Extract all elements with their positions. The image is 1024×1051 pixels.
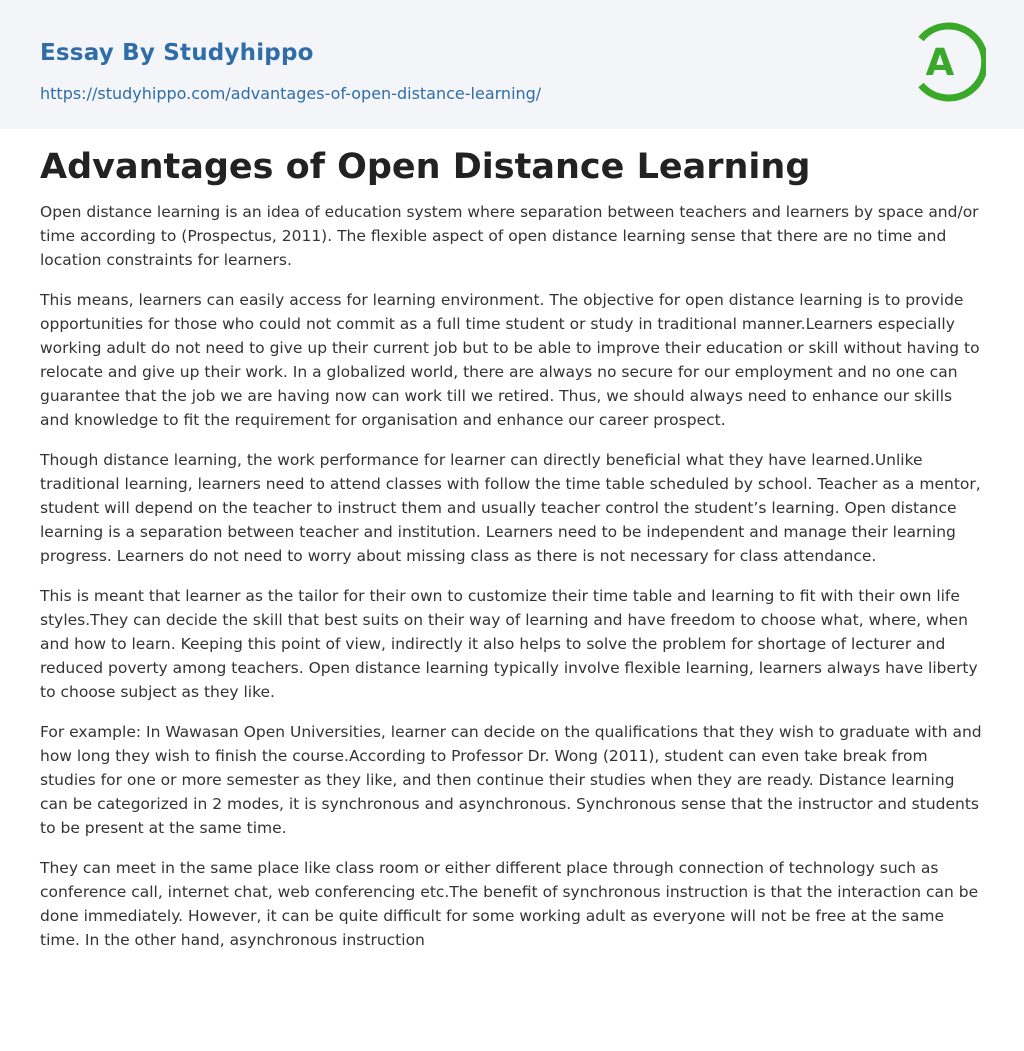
paragraph-3: Though distance learning, the work performance for learner can directly beneficial what they have learned.Unlike traditional learning, learners need to attend classes with follow the time table scheduled by school. Teacher as a mentor, student will depend on the teacher to instruct them and usually teacher control the student’s learning. Open distance learning is a separation between teacher and institution. Learners need to be independent and manage their learning progress. Learners do not need to worry about missing class as there is not necessary for class attendance. <box>40 451 981 565</box>
article-url-link[interactable]: https://studyhippo.com/advantages-of-open-distance-learning/ <box>40 84 542 103</box>
paragraph-2: This means, learners can easily access for learning environment. The objective for open distance learning is to provide opportunities for those who could not commit as a full time student or study in traditional manner.Learners especially working adult do not need to give up their current job but to be able to improve their education or skill without having to relocate and give up their work. In a globalized world, there are always no secure for our employment and no one can guarantee that the job we are having now can work till we retired. Thus, we should always need to enhance our skills and knowledge to fit the requirement for organisation and enhance our career prospect. <box>40 291 980 429</box>
article <box>40 143 984 968</box>
paragraph-4: This is meant that learner as the tailor for their own to customize their time table and learning to fit with their own life styles.They can decide the skill that best suits on their way of learning and have freedom to choose what, where, when and how to learn. Keeping this point of view, indirectly it also helps to solve the problem for shortage of lecturer and reduced poverty among teachers. Open distance learning typically involve flexible learning, learners always have liberty to choose subject as they like. <box>40 587 978 701</box>
paragraph-6: They can meet in the same place like class room or either different place through connection of technology such as conference call, internet chat, web conferencing etc.The benefit of synchronous instruction is that the interaction can be done immediately. However, it can be quite difficult for some working adult as everyone will not be free at the same time. In the other hand, asynchronous instruction <box>40 859 979 949</box>
studyhippo-a-logo-icon[interactable] <box>912 19 986 105</box>
brand-title[interactable]: Essay By Studyhippo <box>40 40 314 66</box>
paragraph-5: For example: In Wawasan Open Universities, learner can decide on the qualifications that they wish to graduate with and how long they wish to finish the course.According to Professor Dr. Wong (2011), student can even take break from studies for one or more semester as they like, and then continue their studies when they are ready. Distance learning can be categorized in 2 modes, it is synchronous and asynchronous. Synchronous sense that the instructor and students to be present at the same time. <box>40 723 982 837</box>
logo-letter: A <box>925 41 955 84</box>
paragraph-1: Open distance learning is an idea of education system where separation between teachers and learners by space and/or time according to (Prospectus, 2011). The flexible aspect of open distance learning sense that there are no time and location constraints for learners. <box>40 203 979 269</box>
site-header <box>0 0 1024 129</box>
page-title: Advantages of Open Distance Learning <box>40 147 811 187</box>
